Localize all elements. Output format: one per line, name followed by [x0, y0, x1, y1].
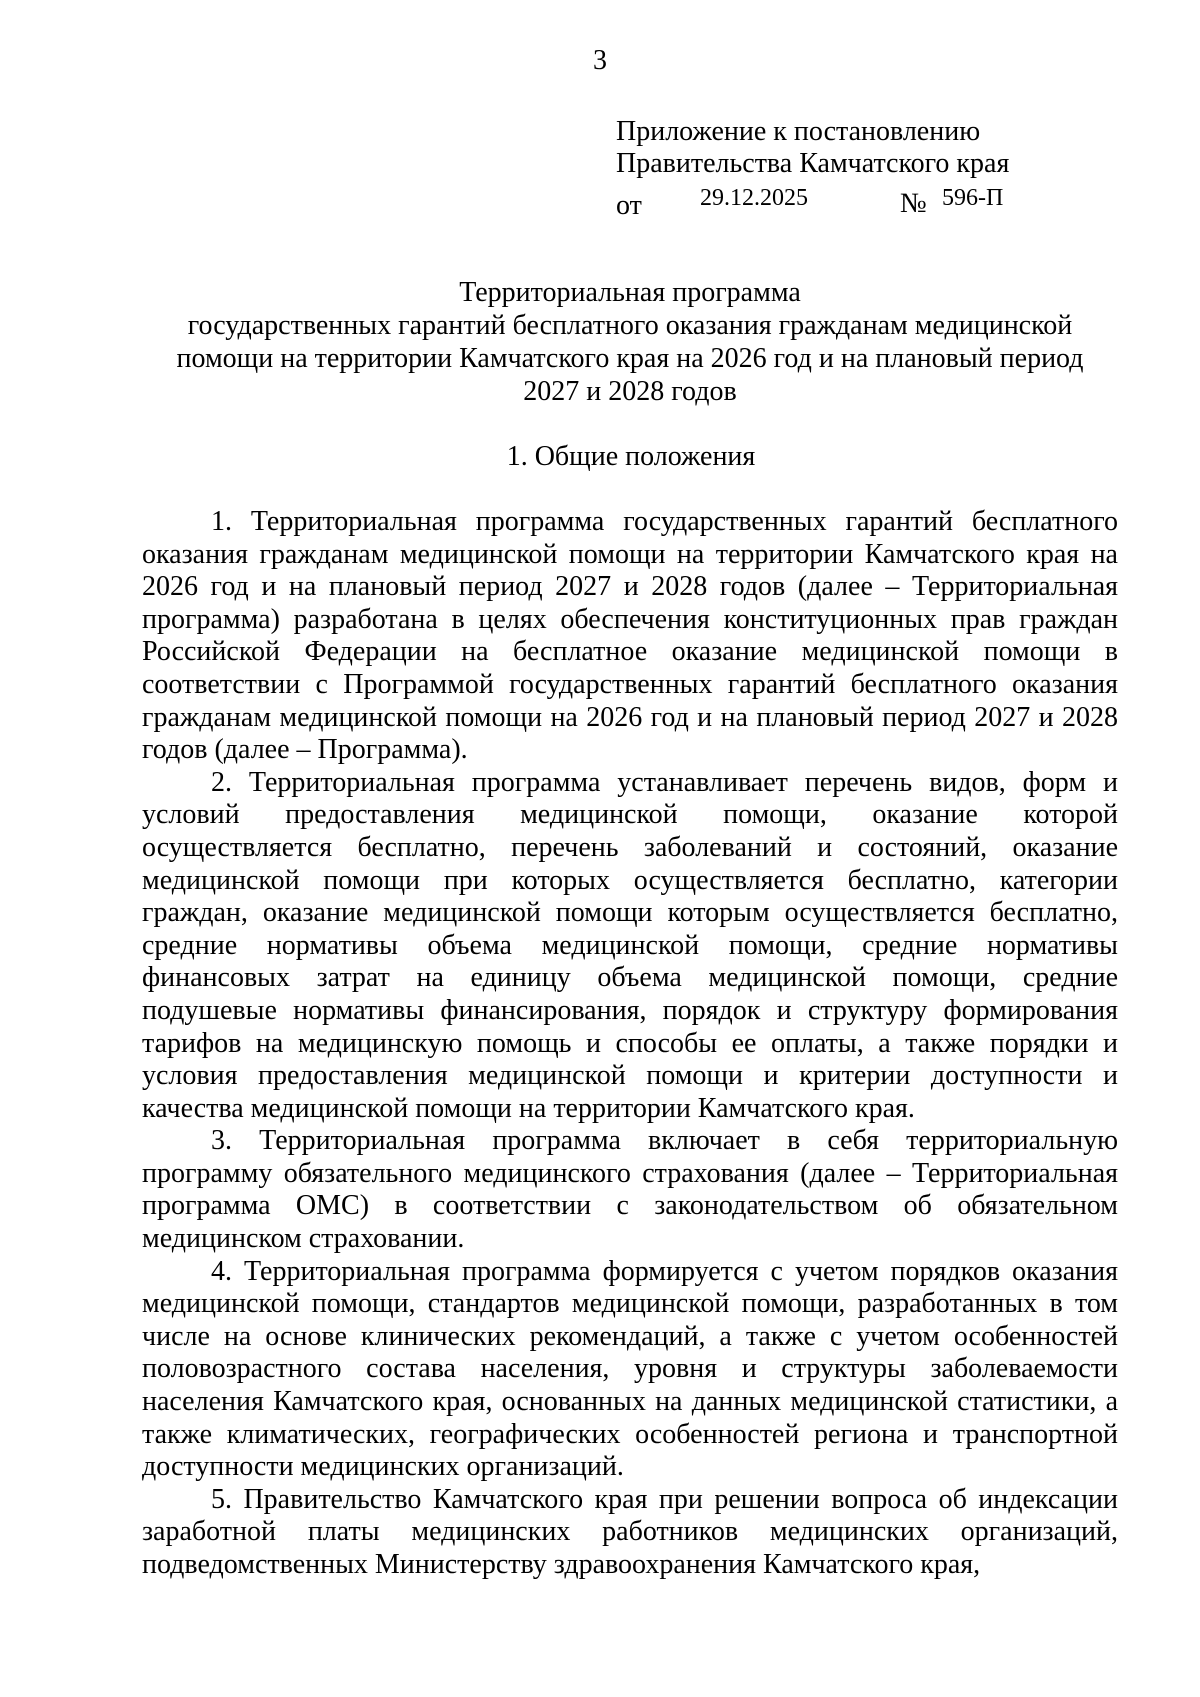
document-title — [140, 276, 1120, 408]
title-line-2: государственных гарантий бесплатного оказания гражданам медицинской — [187, 310, 1073, 341]
title-line-3: помощи на территории Камчатского края на 2026 год и на плановый период — [176, 343, 1084, 374]
document-body — [142, 506, 1118, 1582]
paragraph-3: 3. Территориальная программа включает в себя территориальную программу обязательного медицинского страхования (далее – Территориальная программа ОМС) в соответствии с законодательством об обязательном медицинском страховании. — [142, 1125, 1118, 1255]
number-sign: № — [900, 188, 927, 219]
resolution-date: 29.12.2025 — [700, 185, 808, 211]
appendix-line-1: Приложение к постановлению — [616, 116, 981, 147]
paragraph-4: 4. Территориальная программа формируется с учетом порядков оказания медицинской помощи, стандартов медицинской помощи, разработанных в том числе на основе клинических рекомендаций, а также с учетом особенностей половозрастного состава населения, уровня и структуры заболеваемости населения Камчатского края, основанных на данных медицинской статистики, а также климатических, географических особенностей региона и транспортной доступности медицинских организаций. — [142, 1255, 1118, 1483]
section-heading: 1. Общие положения — [506, 441, 756, 472]
paragraph-1: 1. Территориальная программа государственных гарантий бесплатного оказания гражданам медицинской помощи на территории Камчатского края на 2026 год и на плановый период 2027 и 2028 годов (далее – Территориальная программа) разработана в целях обеспечения конституционных прав граждан Российской Федерации на бесплатное оказание медицинской помощи в соответствии с Программой государственных гарантий бесплатного оказания гражданам медицинской помощи на 2026 год и на плановый период 2027 и 2028 годов (далее – Программа). — [142, 506, 1118, 766]
title-line-1: Территориальная программа — [459, 277, 801, 308]
from-label: от — [616, 190, 642, 221]
appendix-block — [616, 116, 1036, 221]
title-line-4: 2027 и 2028 годов — [523, 376, 737, 407]
resolution-number: 596-П — [942, 185, 1004, 211]
paragraph-2: 2. Территориальная программа устанавливает перечень видов, форм и условий предоставления медицинской помощи, оказание которой осуществляется бесплатно, перечень заболеваний и состояний, оказание медицинской помощи при которых осуществляется бесплатно, категории граждан, оказание медицинской помощи которым осуществляется бесплатно, средние нормативы объема медицинской помощи, средние нормативы финансовых затрат на единицу объема медицинской помощи, средние подушевые нормативы финансирования, порядок и структуру формирования тарифов на медицинскую помощь и способы ее оплаты, а также порядки и условия предоставления медицинской помощи и критерии доступности и качества медицинской помощи на территории Камчатского края. — [142, 766, 1118, 1124]
page-number: 3 — [593, 45, 607, 76]
paragraph-5: 5. Правительство Камчатского края при решении вопроса об индексации заработной платы медицинских работников медицинских организаций, подведомственных Министерству здравоохранения Камчатского края, — [142, 1483, 1118, 1580]
appendix-date-line — [616, 182, 1036, 221]
appendix-line-2: Правительства Камчатского края — [616, 148, 1010, 179]
